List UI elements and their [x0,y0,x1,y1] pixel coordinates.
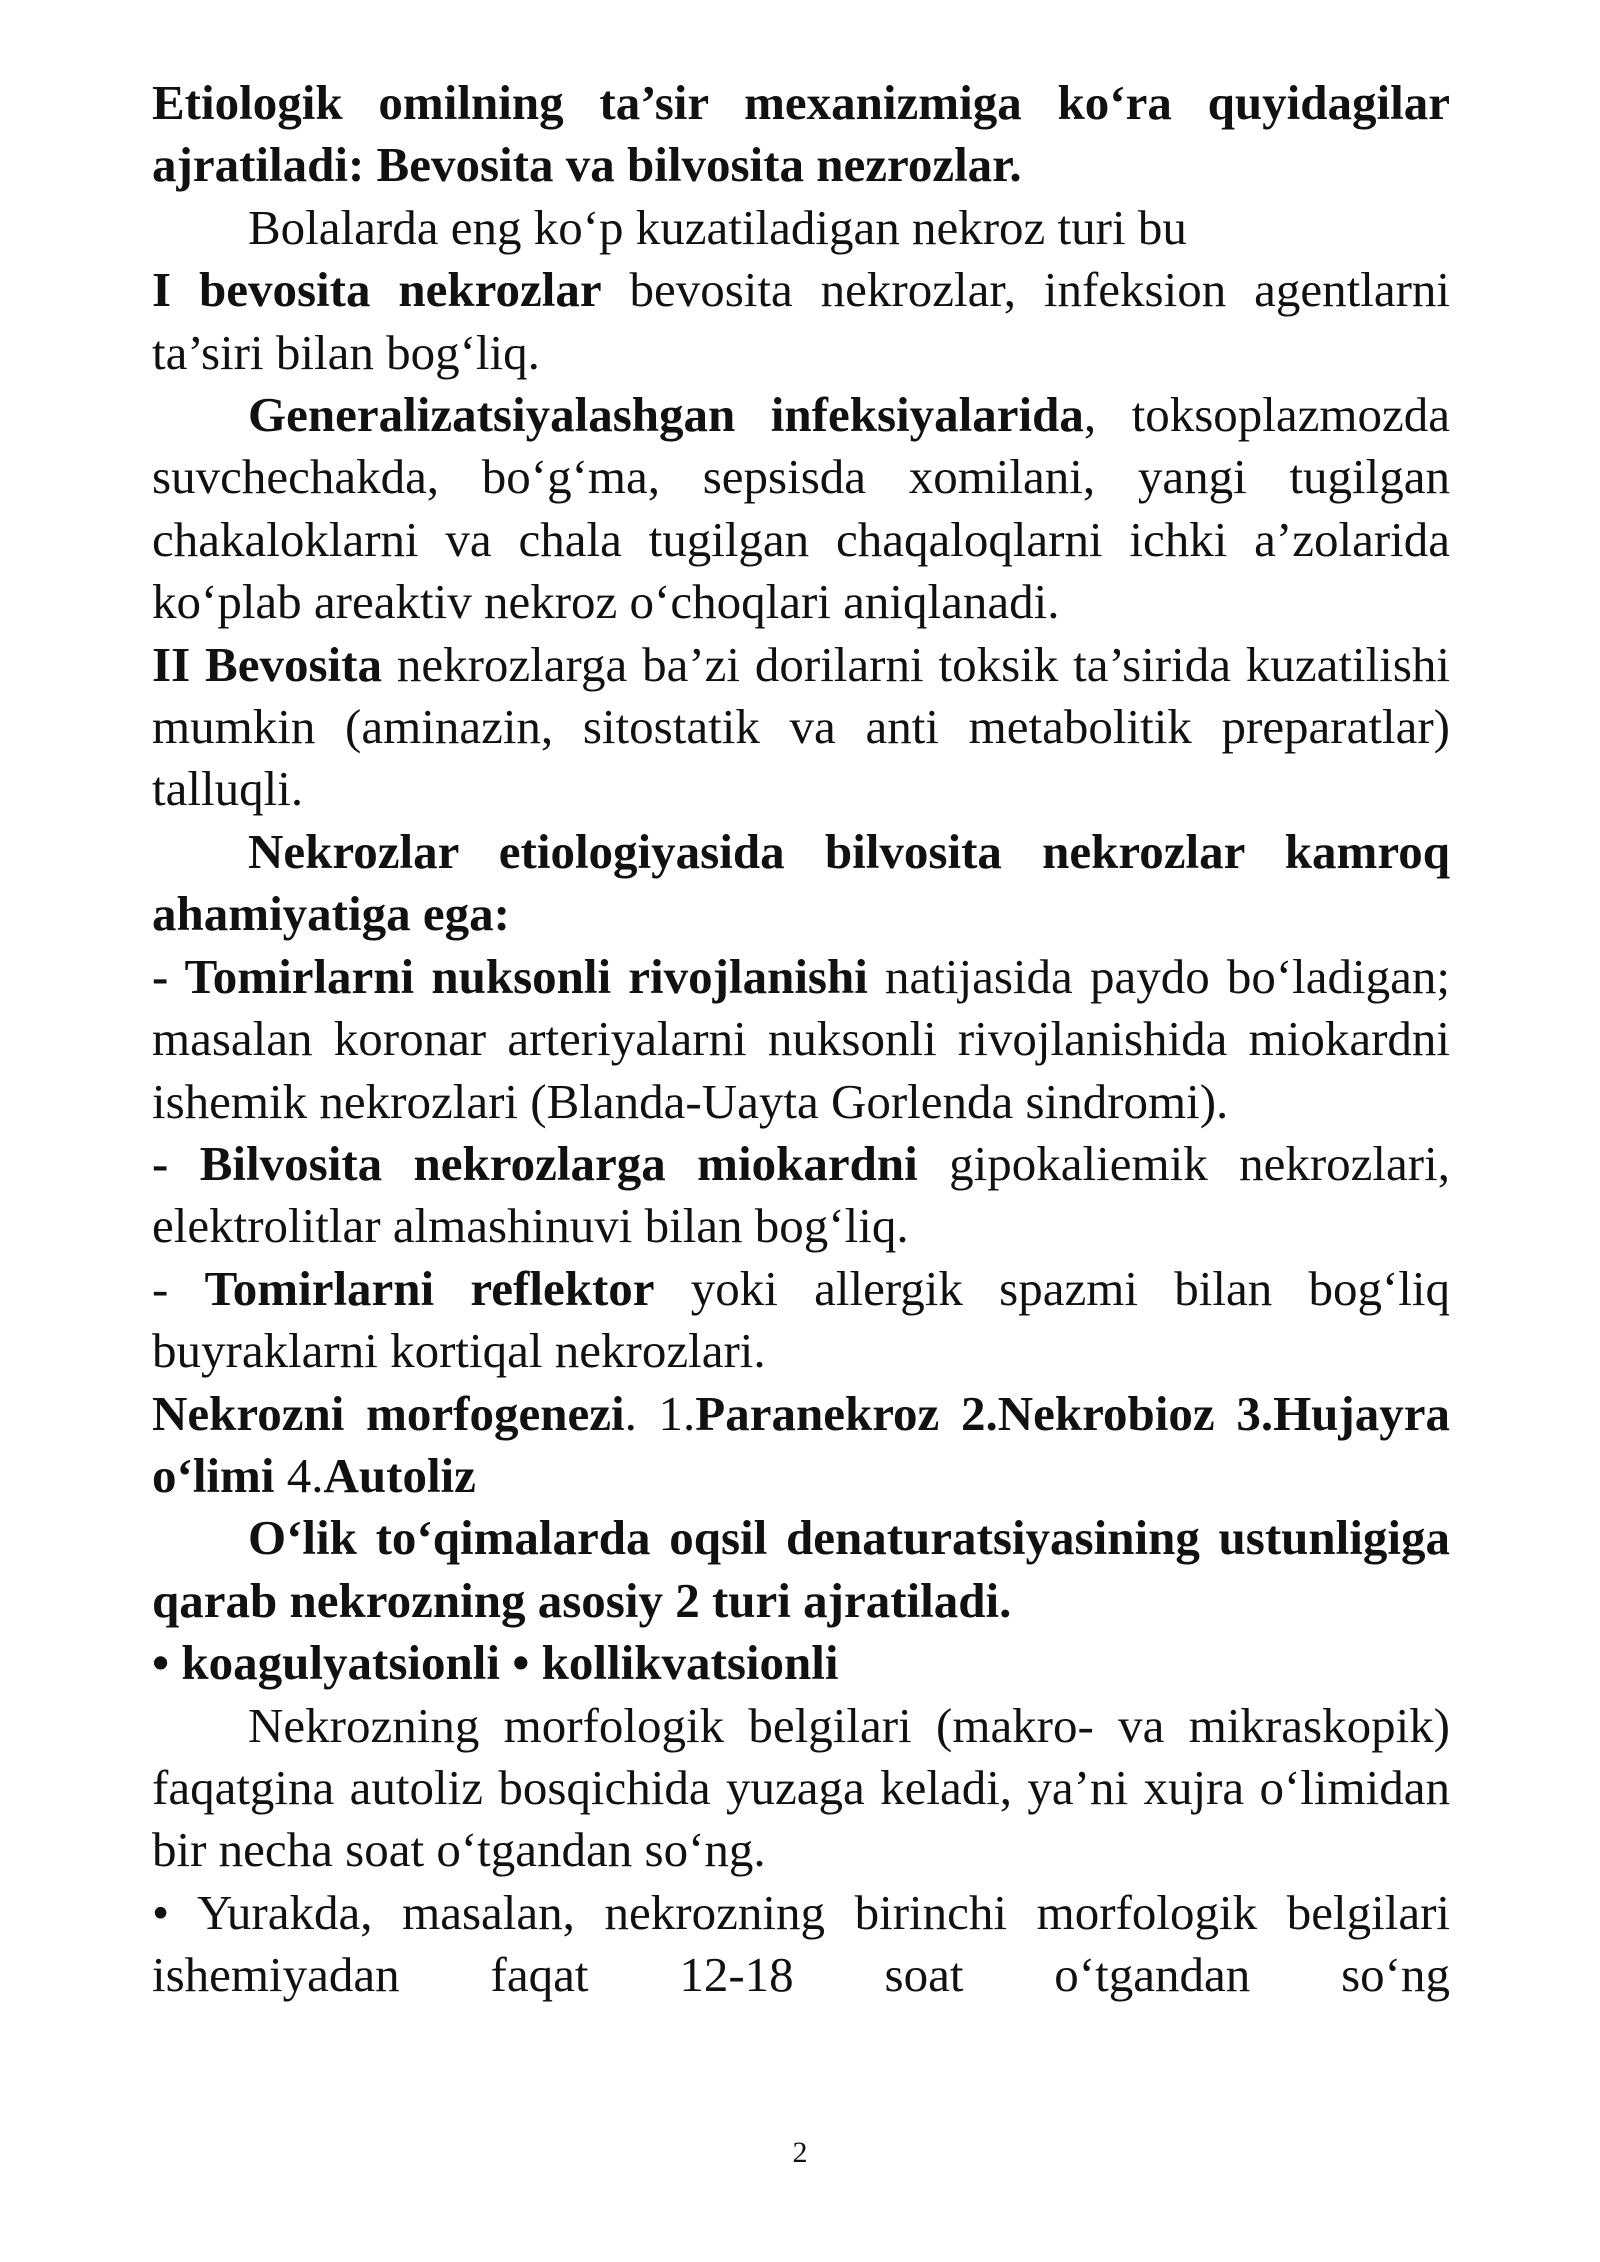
paragraph-indirect-myocardium [152,1133,1450,1258]
paragraph-morphogenesis [152,1383,1450,1508]
paragraph-etiology-intro [152,72,1450,197]
text: - [152,1260,205,1316]
paragraph-protein-denaturation [152,1507,1450,1632]
document-page [152,72,1450,2007]
text: yoki allergik spazmi bilan bog‘liq buyraklarni kortiqal nekrozlari. [152,1260,1450,1379]
paragraph-heart-example [152,1882,1450,2007]
paragraph-reflector-spasm [152,1258,1450,1383]
text: gipokaliemik nekrozlari, elektrolitlar almashinuvi bilan bog‘liq. [152,1135,1450,1254]
text: , toksoplazmozda suvchechakda, bo‘g‘ma, sepsisda xomilani, yangi tugilgan chakaloklarni va chala tugilgan chaqaloqlarni ichki a’zolarida ko‘plab areaktiv nekroz o‘choqlari aniqlanadi. [152,387,1450,630]
text: Bolalarda eng ko‘p kuzatiladigan nekroz turi bu [248,199,1187,255]
bold-text: Paranekroz 2.Nekrobioz 3.Hujayra o‘limi [152,1385,1451,1503]
text: . 1. [624,1385,696,1441]
paragraph-generalized-infections [152,384,1450,634]
bold-text: I bevosita nekrozlar [152,262,602,318]
text: 4. [274,1447,324,1503]
bold-text: Nekrozni morfogenezi [152,1385,625,1441]
bold-text: Nekrozlar etiologiyasida bilvosita nekrozlar kamroq ahamiyatiga ega: [152,823,1450,942]
text: nekrozlarga ba’zi dorilarni toksik ta’sirida kuzatilishi mumkin (aminazin, sitostatik va anti metabolitik preparatlar) talluqli. [152,636,1450,817]
paragraph-morphological-signs [152,1695,1450,1882]
bold-text: O‘lik to‘qimalarda oqsil denaturatsiyasining ustunligiga qarab nekrozning asosiy 2 turi ajratiladi. [152,1510,1450,1628]
paragraph-necrosis-types [152,1632,1450,1694]
bold-text: • koagulyatsionli • kollikvatsionli [152,1635,839,1691]
bold-text: Tomirlarni reflektor [204,1260,655,1316]
bold-text: Generalizatsiyalashgan infeksiyalarida [248,387,1084,443]
page-number: 2 [792,2136,808,2169]
bold-text: II Bevosita [152,636,382,692]
paragraph-indirect-heading [152,821,1450,946]
bold-text: Autoliz [323,1447,476,1503]
bold-text: Etiologik omilning ta’sir mexanizmiga ko‘ra quyidagilar ajratiladi: Bevosita va bilvosita nezrozlar. [152,75,1450,193]
bold-text: - Bilvosita nekrozlarga miokardni [152,1135,918,1191]
bold-text: - Tomirlarni nuksonli rivojlanishi [152,948,868,1004]
text: • Yurakda, masalan, nekrozning birinchi morfologik belgilari ishemiyadan faqat 12-18 soat o‘tgandan so‘ng [152,1884,1450,2003]
text: Nekrozning morfologik belgilari (makro- va mikraskopik) faqatgina autoliz bosqichida yuzaga keladi, ya’ni xujra o‘limidan bir necha soat o‘tgandan so‘ng. [152,1697,1450,1878]
paragraph-vessel-defects [152,946,1450,1133]
paragraph-direct-necrosis [152,259,1450,384]
paragraph-children-necrosis [152,197,1450,259]
text: bevosita nekrozlar, infeksion agentlarni ta’siri bilan bog‘liq. [152,262,1451,380]
paragraph-direct-drugs [152,634,1450,821]
text: natijasida paydo bo‘ladigan; masalan koronar arteriyalarni nuksonli rivojlanishida miokardni ishemik nekrozlari (Blanda-Uayta Gorlenda sindromi). [152,948,1450,1129]
